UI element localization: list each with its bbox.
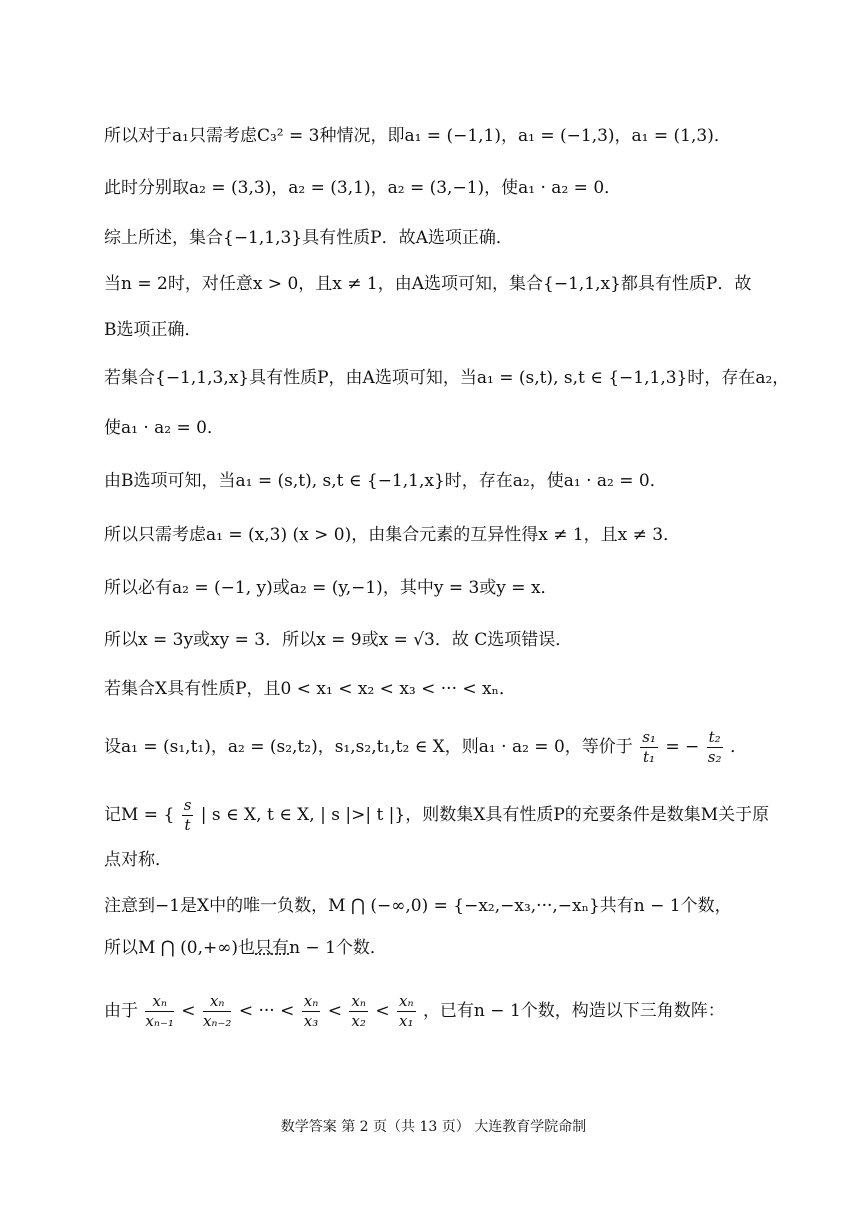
fraction-numerator: s — [183, 796, 192, 814]
less-than: < — [327, 1001, 342, 1021]
text-line-3: 综上所述，集合{−1,1,3}具有性质P．故A选项正确． — [104, 228, 513, 248]
text-line-9: 所以只需考虑a₁ = (x,3) (x > 0)，由集合元素的互异性得x ≠ 1，且x ≠ 3． — [104, 525, 681, 545]
fraction-t2-s2 — [707, 730, 723, 765]
text-span: | s ∈ X, t ∈ X, | s |>| t |}，则数集X具有性质P的充要条件是数集M关于原 — [200, 805, 770, 825]
text-line-11: 所以x = 3y或xy = 3．所以x = 9或x = √3．故 C选项错误． — [104, 630, 573, 650]
page-footer: 数学答案 第 2 页（共 13 页） 大连教育学院命制 — [280, 1119, 587, 1135]
emphasis-text: 只有 — [255, 938, 290, 958]
fraction-denominator: x₃ — [303, 1012, 319, 1030]
fraction-5 — [397, 994, 416, 1029]
ellipsis-text: < ··· < — [238, 1001, 295, 1021]
less-than: < — [375, 1001, 390, 1021]
text-span: 所以M ⋂ (0,+∞)也 — [104, 938, 256, 958]
fraction-numerator: xₙ — [145, 994, 173, 1012]
text-line-2: 此时分别取a₂ = (3,3)，a₂ = (3,1)，a₂ = (3,−1)，使a₁ · a₂ = 0． — [104, 178, 622, 198]
less-than: < — [181, 1001, 196, 1021]
fraction-denominator: t — [184, 816, 191, 834]
text-line-16: 注意到−1是X中的唯一负数，M ⋂ (−∞,0) = {−x₂,−x₃,···,−xₙ}共有n − 1个数， — [104, 896, 732, 916]
fraction-numerator: xₙ — [303, 992, 319, 1010]
text-line-10: 所以必有a₂ = (−1, y)或a₂ = (y,−1)，其中y = 3或y = x． — [104, 578, 558, 598]
text-span: 记M = { — [104, 805, 175, 825]
text-line-15: 点对称． — [104, 850, 172, 870]
fraction-numerator: t₂ — [708, 728, 721, 746]
fraction-4 — [349, 994, 368, 1029]
text-line-8: 由B选项可知，当a₁ = (s,t), s,t ∈ {−1,1,x}时，存在a₂，使a₁ · a₂ = 0． — [104, 471, 667, 491]
fraction-denominator: x₁ — [399, 1012, 414, 1030]
text-span: n − 1个数． — [289, 938, 387, 958]
fraction-1 — [145, 994, 173, 1029]
fraction-numerator: xₙ — [203, 994, 231, 1012]
fraction-numerator: xₙ — [398, 992, 414, 1010]
text-line-12: 若集合X具有性质P，且0 < x₁ < x₂ < x₃ < ··· < xₙ． — [104, 679, 516, 699]
text-span: = − — [665, 737, 700, 757]
text-line-1: 所以对于a₁只需考虑C₃² = 3种情况，即a₁ = (−1,1)，a₁ = (−1,3)，a₁ = (1,3)． — [104, 126, 731, 146]
text-line-7: 使a₁ · a₂ = 0． — [104, 418, 224, 438]
fraction-denominator: xₙ₋₂ — [202, 1012, 232, 1030]
fraction-denominator: s₂ — [707, 748, 722, 766]
text-span: 设a₁ = (s₁,t₁)，a₂ = (s₂,t₂)，s₁,s₂,t₁,t₂ ∈ X，则a₁ · a₂ = 0，等价于 — [104, 737, 633, 757]
text-line-17 — [104, 940, 387, 957]
text-line-5: B选项正确． — [104, 320, 202, 340]
fraction-denominator: x₂ — [351, 1012, 366, 1030]
fraction-2 — [203, 994, 231, 1029]
fraction-s-t — [182, 798, 194, 833]
fraction-denominator: t₁ — [643, 748, 656, 766]
text-span: ． — [730, 737, 748, 757]
fraction-numerator: xₙ — [351, 992, 366, 1010]
text-line-6: 若集合{−1,1,3,x}具有性质P，由A选项可知，当a₁ = (s,t), s,t ∈ {−1,1,3}时，存在a₂， — [104, 368, 790, 388]
fraction-3 — [302, 994, 321, 1029]
fraction-numerator: s₁ — [642, 728, 656, 746]
text-span: ，已有n − 1个数，构造以下三角数阵： — [422, 1001, 725, 1021]
text-line-4: 当n = 2时，对任意x > 0，且x ≠ 1，由A选项可知，集合{−1,1,x}都具有性质P．故 — [104, 274, 752, 294]
fraction-s1-t1 — [640, 730, 658, 765]
fraction-denominator: xₙ₋₁ — [145, 1012, 174, 1030]
text-span: 由于 — [104, 1001, 138, 1021]
text-line-14 — [104, 798, 769, 833]
text-line-13 — [104, 730, 747, 765]
text-line-18 — [104, 994, 725, 1029]
